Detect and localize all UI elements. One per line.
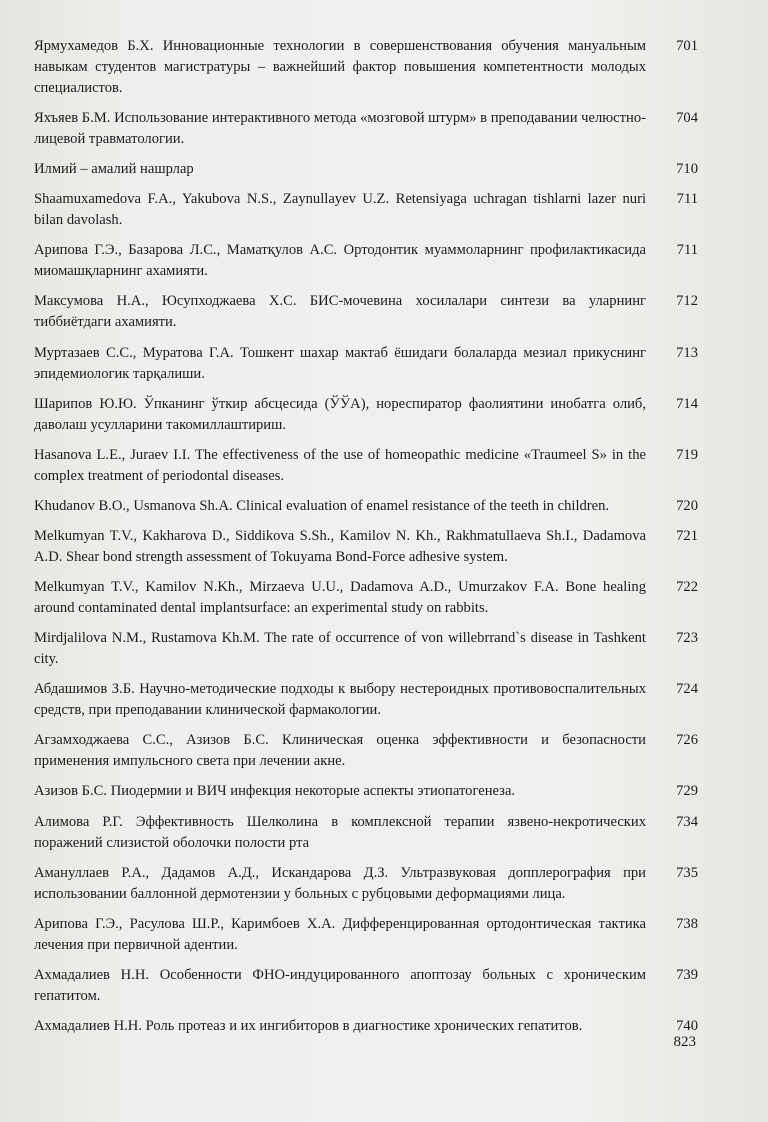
toc-entry	[34, 730, 698, 772]
toc-entry-page: 701	[676, 38, 698, 54]
toc-entry-text: Ярмухамедов Б.Х. Инновационные технологии в совершенствования обучения мануальным навыкам студентов магистратуры – важнейший фактор повышения компетентности молодых специалистов.	[34, 38, 646, 96]
toc-entry-page: 735	[676, 864, 698, 881]
toc-entry-page: 720	[676, 497, 698, 514]
toc-entry-page: 704	[676, 110, 698, 127]
toc-entry-text: Илмий – амалий нашрлар	[34, 161, 194, 178]
toc-entry-text: Khudanov B.O., Usmanova Sh.A. Clinical evaluation of enamel resistance of the teeth in children.	[34, 497, 610, 514]
toc-entry	[34, 496, 698, 517]
toc-entry-text: Melkumyan T.V., Kakharova D., Siddikova S.Sh., Kamilov N. Kh., Rakhmatullaeva Sh.I., Dadamova A.D. Shear bond strength assessment of Tokuyama Bond-Force adhesive system.	[34, 527, 646, 565]
toc-entry-text: Яхъяев Б.М. Использование интерактивного метода «мозговой штурм» в преподавании челюстно-лицевой травматологии.	[34, 110, 646, 148]
toc-entry	[34, 36, 698, 99]
toc-entry	[34, 628, 698, 670]
table-of-contents	[34, 36, 698, 1046]
toc-entry-text: Шарипов Ю.Ю. Ўпканинг ўткир абсцесида (ЎЎА), нореспиратор фаолиятини инобатга олиб, даволаш усулларини такомиллаштириш.	[34, 395, 646, 433]
toc-entry-text: Hasanova L.E., Juraev I.I. The effectiveness of the use of homeopathic medicine «Traumeel S» in the complex treatment of periodontal diseases.	[34, 446, 646, 484]
toc-entry-page: 738	[676, 915, 698, 932]
toc-entry-page: 721	[676, 527, 698, 544]
toc-entry	[34, 394, 698, 436]
toc-entry-page: 713	[676, 344, 698, 361]
toc-entry	[34, 965, 698, 1007]
toc-entry	[34, 1016, 698, 1037]
toc-entry-page: 729	[676, 783, 698, 800]
toc-entry	[34, 108, 698, 150]
toc-entry	[34, 914, 698, 956]
toc-entry-text: Ахмадалиев Н.Н. Роль протеаз и их ингибиторов в диагностике хронических гепатитов.	[34, 1017, 583, 1034]
toc-entry-text: Melkumyan T.V., Kamilov N.Kh., Mirzaeva U.U., Dadamova A.D., Umurzakov F.A. Bone healing around contaminated dental implantsurface: an experimental study on rabbits.	[34, 579, 646, 617]
toc-entry-text: Максумова Н.А., Юсупходжаева Х.С. БИС-мочевина хосилалари синтези ва уларнинг тиббиётдаги ахамияти.	[34, 293, 646, 331]
toc-entry-page: 723	[676, 630, 698, 647]
toc-entry	[34, 526, 698, 568]
toc-entry-page: 719	[676, 446, 698, 463]
toc-entry	[34, 679, 698, 721]
toc-entry-text: Алимова Р.Г. Эффективность Шелколина в комплексной терапии язвено-некротических поражений слизистой оболочки полости рта	[34, 813, 646, 851]
toc-entry-page: 710	[676, 161, 698, 178]
toc-entry-text: Mirdjalilova N.M., Rustamova Kh.M. The rate of occurrence of von willebrrand`s disease in Tashkent city.	[34, 630, 646, 668]
toc-entry-page: 712	[676, 293, 698, 310]
toc-entry-page: 714	[676, 395, 698, 412]
toc-entry-text: Азизов Б.С. Пиодермии и ВИЧ инфекция некоторые аспекты этиопатогенеза.	[34, 783, 516, 800]
toc-entry	[34, 863, 698, 905]
toc-entry-page: 711	[676, 191, 698, 208]
toc-entry-text: Арипова Г.Э., Базарова Л.С., Маматқулов А.С. Ортодонтик муаммоларнинг профилактикасида миомашқларнинг ахамияти.	[34, 242, 646, 280]
toc-entry	[34, 577, 698, 619]
toc-entry	[34, 812, 698, 854]
toc-entry	[34, 781, 698, 802]
toc-entry-page: 726	[676, 732, 698, 749]
toc-entry-page: 740	[676, 1017, 698, 1034]
toc-entry-text: Муртазаев С.С., Муратова Г.А. Тошкент шахар мактаб ёшидаги болаларда мезиал прикуснинг эпидемиологик тарқалиши.	[34, 344, 646, 382]
toc-entry-text: Агзамходжаева С.С., Азизов Б.С. Клиническая оценка эффективности и безопасности применения импульсного света при лечении акне.	[34, 732, 646, 770]
toc-entry-page: 734	[676, 813, 698, 830]
toc-entry-page: 722	[676, 579, 698, 596]
toc-entry	[34, 240, 698, 282]
toc-entry	[34, 291, 698, 333]
toc-entry	[34, 445, 698, 487]
page-number: 823	[673, 1034, 696, 1050]
toc-entry-text: Абдашимов З.Б. Научно-методические подходы к выбору нестероидных противовоспалительных средств, при преподавании клинической фармакологии.	[34, 681, 646, 719]
toc-entry-text: Арипова Г.Э., Расулова Ш.Р., Каримбоев Х.А. Дифференцированная ортодонтическая тактика лечения при первичной адентии.	[34, 915, 646, 953]
toc-entry	[34, 343, 698, 385]
toc-entry	[34, 159, 698, 180]
toc-entry-page: 711	[676, 242, 698, 259]
toc-entry-page: 724	[676, 681, 698, 698]
toc-entry	[34, 189, 698, 231]
toc-entry-text: Shaamuxamedova F.A., Yakubova N.S., Zaynullayev U.Z. Retensiyaga uchragan tishlarni lazer nuri bilan davolash.	[34, 191, 646, 229]
toc-entry-text: Амануллаев Р.А., Дадамов А.Д., Искандарова Д.З. Ультразвуковая допплерография при использовании баллонной дермотензии у больных с рубцовыми деформациями лица.	[34, 864, 646, 902]
toc-entry-page: 739	[676, 966, 698, 983]
toc-entry-text: Ахмадалиев Н.Н. Особенности ФНО-индуцированного апоптозау больных с хроническим гепатитом.	[34, 966, 646, 1004]
